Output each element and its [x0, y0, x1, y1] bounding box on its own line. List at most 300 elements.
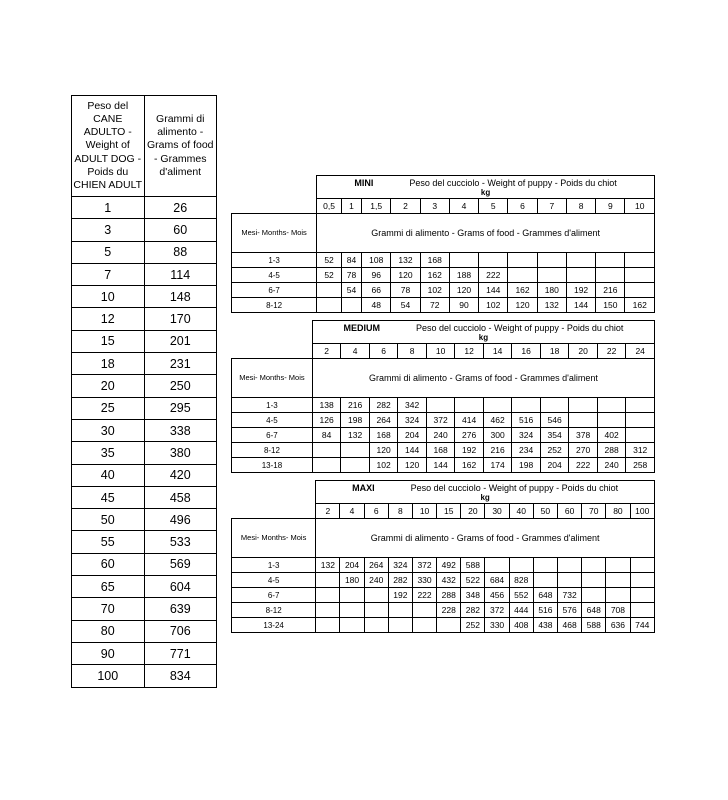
food-cell: 102 — [479, 298, 508, 313]
food-cell: 576 — [558, 603, 582, 618]
weight-cell: 22 — [597, 344, 626, 359]
food-cell: 444 — [509, 603, 533, 618]
age-label: 6-7 — [232, 588, 316, 603]
food-cell: 828 — [509, 573, 533, 588]
table-row — [232, 398, 655, 413]
food-cell — [569, 413, 598, 428]
weight-cell: 8 — [388, 504, 412, 519]
food-cell — [626, 398, 655, 413]
table-row — [232, 618, 655, 633]
food-cell — [509, 558, 533, 573]
adult-food-cell: 496 — [144, 509, 217, 531]
food-cell: 168 — [426, 443, 455, 458]
food-cell: 240 — [597, 458, 626, 473]
weights-row — [232, 504, 655, 519]
adult-food-cell: 114 — [144, 263, 217, 285]
food-cell: 492 — [437, 558, 461, 573]
food-cell — [317, 298, 342, 313]
food-cell: 522 — [461, 573, 485, 588]
food-cell — [630, 588, 654, 603]
food-cell — [312, 458, 341, 473]
food-cell — [312, 443, 341, 458]
adult-food-cell: 231 — [144, 353, 217, 375]
food-cell: 234 — [512, 443, 541, 458]
adult-food-cell: 250 — [144, 375, 217, 397]
food-cell — [537, 253, 566, 268]
food-cell: 408 — [509, 618, 533, 633]
food-cell: 144 — [479, 283, 508, 298]
adult-food-cell: 569 — [144, 553, 217, 575]
adult-food-cell: 380 — [144, 442, 217, 464]
food-cell — [364, 603, 388, 618]
food-cell: 198 — [512, 458, 541, 473]
food-cell: 120 — [398, 458, 427, 473]
table-row — [72, 219, 217, 241]
table-row — [72, 620, 217, 642]
food-cell — [340, 603, 364, 618]
food-cell: 84 — [312, 428, 341, 443]
food-cell — [341, 458, 370, 473]
weight-cell: 7 — [537, 199, 566, 214]
food-cell: 324 — [398, 413, 427, 428]
food-cell — [316, 618, 340, 633]
food-cell — [625, 268, 655, 283]
food-cell: 84 — [341, 253, 361, 268]
food-cell: 438 — [533, 618, 557, 633]
food-cell: 66 — [362, 283, 391, 298]
weight-cell: 4 — [340, 504, 364, 519]
weights-row — [232, 199, 655, 214]
food-cell: 78 — [391, 283, 420, 298]
food-cell — [596, 253, 625, 268]
food-cell — [566, 253, 595, 268]
food-cell: 282 — [388, 573, 412, 588]
table-row — [72, 531, 217, 553]
food-cell: 636 — [606, 618, 630, 633]
food-cell — [630, 558, 654, 573]
blank-cell — [232, 344, 313, 359]
mini-puppy-table — [231, 175, 655, 313]
weight-cell: 4 — [449, 199, 478, 214]
food-cell — [412, 618, 436, 633]
food-cell: 138 — [312, 398, 341, 413]
weight-cell: 5 — [479, 199, 508, 214]
food-cell: 168 — [420, 253, 449, 268]
table-row — [72, 598, 217, 620]
food-cell: 108 — [362, 253, 391, 268]
food-cell: 132 — [391, 253, 420, 268]
age-label: 4-5 — [232, 573, 316, 588]
weight-cell: 6 — [369, 344, 398, 359]
food-cell — [483, 398, 512, 413]
table-row — [232, 268, 655, 283]
food-cell: 78 — [341, 268, 361, 283]
weight-cell: 3 — [420, 199, 449, 214]
weight-cell: 4 — [341, 344, 370, 359]
food-cell: 144 — [566, 298, 595, 313]
food-caption: Grammi di alimento - Grams of food - Grammes d'aliment — [316, 519, 655, 558]
food-cell — [341, 298, 361, 313]
food-cell: 180 — [340, 573, 364, 588]
food-cell: 324 — [512, 428, 541, 443]
table-row — [72, 330, 217, 352]
size-name: MINI — [354, 177, 374, 188]
food-cell: 132 — [316, 558, 340, 573]
food-cell: 222 — [569, 458, 598, 473]
puppy-title-cell — [316, 481, 655, 504]
food-cell — [533, 558, 557, 573]
food-cell: 300 — [483, 428, 512, 443]
food-cell — [364, 588, 388, 603]
food-cell: 162 — [420, 268, 449, 283]
adult-weight-cell: 5 — [72, 241, 145, 263]
adult-food-cell: 60 — [144, 219, 217, 241]
food-cell: 120 — [369, 443, 398, 458]
adult-weight-cell: 70 — [72, 598, 145, 620]
food-cell: 456 — [485, 588, 509, 603]
food-cell — [569, 398, 598, 413]
table-row — [232, 428, 655, 443]
age-label: 1-3 — [232, 558, 316, 573]
adult-weight-cell: 65 — [72, 576, 145, 598]
food-cell — [582, 588, 606, 603]
food-cell: 342 — [398, 398, 427, 413]
food-cell: 52 — [317, 253, 342, 268]
food-cell: 462 — [483, 413, 512, 428]
food-cell: 588 — [461, 558, 485, 573]
weight-cell: 40 — [509, 504, 533, 519]
food-cell — [533, 573, 557, 588]
adult-food-header: Grammi di alimento - Grams of food - Grammes d'aliment — [144, 96, 217, 197]
weight-cell: 16 — [512, 344, 541, 359]
food-cell — [558, 558, 582, 573]
table-row — [232, 458, 655, 473]
food-cell: 204 — [398, 428, 427, 443]
table-row — [232, 298, 655, 313]
age-label: 6-7 — [232, 283, 317, 298]
food-cell: 162 — [455, 458, 484, 473]
food-cell — [625, 283, 655, 298]
adult-food-cell: 639 — [144, 598, 217, 620]
adult-feeding-table — [71, 95, 217, 688]
table-row — [72, 197, 217, 219]
food-cell: 120 — [449, 283, 478, 298]
weight-cell: 0,5 — [317, 199, 342, 214]
blank-cell — [232, 481, 316, 504]
table-row — [72, 665, 217, 687]
weight-cell: 1 — [341, 199, 361, 214]
adult-food-cell: 148 — [144, 286, 217, 308]
adult-weight-cell: 100 — [72, 665, 145, 687]
food-cell: 588 — [582, 618, 606, 633]
age-label: 13-18 — [232, 458, 313, 473]
food-cell: 252 — [540, 443, 569, 458]
puppy-title-cell — [312, 321, 654, 344]
weight-cell: 18 — [540, 344, 569, 359]
age-label: 4-5 — [232, 413, 313, 428]
blank-cell — [232, 504, 316, 519]
adult-weight-cell: 60 — [72, 553, 145, 575]
food-cell — [540, 398, 569, 413]
food-cell: 324 — [388, 558, 412, 573]
adult-food-cell: 604 — [144, 576, 217, 598]
food-cell: 168 — [369, 428, 398, 443]
weight-cell: 50 — [533, 504, 557, 519]
food-cell — [317, 283, 342, 298]
adult-weight-cell: 40 — [72, 464, 145, 486]
food-cell — [512, 398, 541, 413]
food-cell: 468 — [558, 618, 582, 633]
table-row — [72, 642, 217, 664]
table-row — [72, 263, 217, 285]
food-cell — [630, 573, 654, 588]
weight-cell: 60 — [558, 504, 582, 519]
food-cell: 330 — [412, 573, 436, 588]
adult-food-cell: 706 — [144, 620, 217, 642]
adult-header-row — [72, 96, 217, 197]
weight-cell: 70 — [582, 504, 606, 519]
food-cell: 648 — [582, 603, 606, 618]
weight-caption: Peso del cucciolo - Weight of puppy - Poids du chiot — [410, 482, 619, 493]
months-label: Mesi- Months- Mois — [232, 359, 313, 398]
food-cell: 372 — [412, 558, 436, 573]
food-cell: 708 — [606, 603, 630, 618]
food-cell: 222 — [412, 588, 436, 603]
weight-caption: Peso del cucciolo - Weight of puppy - Poids du chiot — [409, 177, 617, 188]
weight-cell: 100 — [630, 504, 654, 519]
weight-cell: 6 — [364, 504, 388, 519]
adult-weight-cell: 90 — [72, 642, 145, 664]
age-label: 6-7 — [232, 428, 313, 443]
adult-weight-cell: 30 — [72, 419, 145, 441]
adult-weight-header: Peso del CANE ADULTO - Weight of ADULT DOG - Poids du CHIEN ADULT — [72, 96, 145, 197]
adult-weight-cell: 45 — [72, 486, 145, 508]
age-label: 1-3 — [232, 253, 317, 268]
food-cell: 372 — [485, 603, 509, 618]
weight-cell: 24 — [626, 344, 655, 359]
food-cell — [537, 268, 566, 283]
food-cell — [437, 618, 461, 633]
adult-weight-cell: 1 — [72, 197, 145, 219]
weight-cell: 10 — [625, 199, 655, 214]
table-row — [72, 241, 217, 263]
food-cell — [316, 573, 340, 588]
food-cell: 192 — [388, 588, 412, 603]
food-cell — [340, 618, 364, 633]
adult-weight-cell: 20 — [72, 375, 145, 397]
puppy-title-cell — [317, 176, 655, 199]
weights-row — [232, 344, 655, 359]
food-cell: 216 — [483, 443, 512, 458]
weight-cell: 9 — [596, 199, 625, 214]
weight-cell: 2 — [316, 504, 340, 519]
food-cell: 150 — [596, 298, 625, 313]
food-cell: 432 — [437, 573, 461, 588]
puppy-title-row — [232, 481, 655, 504]
adult-weight-cell: 3 — [72, 219, 145, 241]
food-cell: 72 — [420, 298, 449, 313]
table-row — [232, 603, 655, 618]
food-cell: 732 — [558, 588, 582, 603]
adult-weight-cell: 12 — [72, 308, 145, 330]
weight-caption: Peso del cucciolo - Weight of puppy - Poids du chiot — [415, 322, 624, 333]
food-caption: Grammi di alimento - Grams of food - Grammes d'aliment — [312, 359, 654, 398]
food-cell — [606, 558, 630, 573]
food-cell: 288 — [597, 443, 626, 458]
table-row — [232, 573, 655, 588]
months-label: Mesi- Months- Mois — [232, 519, 316, 558]
food-cell — [316, 603, 340, 618]
food-cell: 216 — [341, 398, 370, 413]
adult-weight-cell: 10 — [72, 286, 145, 308]
food-cell — [606, 573, 630, 588]
food-cell: 102 — [420, 283, 449, 298]
food-cell: 414 — [455, 413, 484, 428]
food-cell — [388, 603, 412, 618]
weight-cell: 20 — [461, 504, 485, 519]
weight-cell: 14 — [483, 344, 512, 359]
weight-cell: 10 — [426, 344, 455, 359]
age-label: 8-12 — [232, 443, 313, 458]
age-label: 8-12 — [232, 298, 317, 313]
adult-food-cell: 201 — [144, 330, 217, 352]
food-cell: 204 — [340, 558, 364, 573]
food-cell: 264 — [369, 413, 398, 428]
adult-weight-cell: 55 — [72, 531, 145, 553]
table-row — [72, 553, 217, 575]
adult-food-cell: 26 — [144, 197, 217, 219]
weight-cell: 6 — [508, 199, 537, 214]
food-cell: 90 — [449, 298, 478, 313]
weight-cell: 30 — [485, 504, 509, 519]
weight-cell: 2 — [391, 199, 420, 214]
kg-label: kg — [480, 492, 490, 502]
adult-weight-cell: 25 — [72, 397, 145, 419]
food-cell: 552 — [509, 588, 533, 603]
kg-label: kg — [480, 187, 491, 197]
weight-cell: 8 — [398, 344, 427, 359]
age-label: 8-12 — [232, 603, 316, 618]
table-row — [72, 509, 217, 531]
table-row — [232, 443, 655, 458]
food-cell — [626, 413, 655, 428]
food-cell: 120 — [508, 298, 537, 313]
table-row — [72, 419, 217, 441]
weight-cell: 20 — [569, 344, 598, 359]
food-cell: 132 — [537, 298, 566, 313]
food-cell: 174 — [483, 458, 512, 473]
food-cell: 354 — [540, 428, 569, 443]
weight-cell: 1,5 — [362, 199, 391, 214]
food-cell: 102 — [369, 458, 398, 473]
table-row — [72, 576, 217, 598]
food-cell: 198 — [341, 413, 370, 428]
table-row — [72, 286, 217, 308]
food-cell — [606, 588, 630, 603]
food-cell — [508, 253, 537, 268]
food-cell: 240 — [426, 428, 455, 443]
food-cell: 252 — [461, 618, 485, 633]
food-cell — [449, 253, 478, 268]
food-cell: 348 — [461, 588, 485, 603]
food-cell — [625, 253, 655, 268]
blank-cell — [232, 176, 317, 199]
adult-food-cell: 88 — [144, 241, 217, 263]
table-row — [232, 413, 655, 428]
food-cell: 192 — [455, 443, 484, 458]
food-cell — [316, 588, 340, 603]
food-cell — [582, 558, 606, 573]
adult-food-cell: 834 — [144, 665, 217, 687]
food-cell — [388, 618, 412, 633]
adult-food-cell: 458 — [144, 486, 217, 508]
caption-row — [232, 519, 655, 558]
food-cell: 216 — [596, 283, 625, 298]
food-cell — [479, 253, 508, 268]
adult-food-cell: 170 — [144, 308, 217, 330]
food-cell: 312 — [626, 443, 655, 458]
adult-food-cell: 420 — [144, 464, 217, 486]
food-cell: 126 — [312, 413, 341, 428]
food-caption: Grammi di alimento - Grams of food - Grammes d'aliment — [317, 214, 655, 253]
food-cell: 162 — [508, 283, 537, 298]
weight-cell: 15 — [437, 504, 461, 519]
age-label: 1-3 — [232, 398, 313, 413]
food-cell: 270 — [569, 443, 598, 458]
food-cell: 744 — [630, 618, 654, 633]
food-cell: 516 — [512, 413, 541, 428]
weight-cell: 80 — [606, 504, 630, 519]
food-cell: 54 — [391, 298, 420, 313]
adult-weight-cell: 35 — [72, 442, 145, 464]
food-cell: 96 — [362, 268, 391, 283]
food-cell — [455, 398, 484, 413]
weight-cell: 8 — [566, 199, 595, 214]
table-row — [72, 442, 217, 464]
food-cell — [341, 443, 370, 458]
food-cell — [582, 573, 606, 588]
table-row — [72, 353, 217, 375]
food-cell: 648 — [533, 588, 557, 603]
adult-weight-cell: 15 — [72, 330, 145, 352]
table-row — [72, 397, 217, 419]
food-cell: 222 — [479, 268, 508, 283]
food-cell: 288 — [437, 588, 461, 603]
table-row — [72, 486, 217, 508]
food-cell: 144 — [426, 458, 455, 473]
size-name: MAXI — [352, 482, 375, 493]
food-cell — [340, 588, 364, 603]
caption-row — [232, 214, 655, 253]
weight-cell: 12 — [455, 344, 484, 359]
adult-weight-cell: 80 — [72, 620, 145, 642]
adult-food-cell: 533 — [144, 531, 217, 553]
food-cell: 180 — [537, 283, 566, 298]
months-label: Mesi- Months- Mois — [232, 214, 317, 253]
blank-cell — [232, 321, 313, 344]
food-cell: 546 — [540, 413, 569, 428]
caption-row — [232, 359, 655, 398]
food-cell: 276 — [455, 428, 484, 443]
food-cell: 204 — [540, 458, 569, 473]
food-cell — [426, 398, 455, 413]
food-cell — [566, 268, 595, 283]
food-cell: 402 — [597, 428, 626, 443]
food-cell: 144 — [398, 443, 427, 458]
age-label: 4-5 — [232, 268, 317, 283]
food-cell — [596, 268, 625, 283]
food-cell — [364, 618, 388, 633]
